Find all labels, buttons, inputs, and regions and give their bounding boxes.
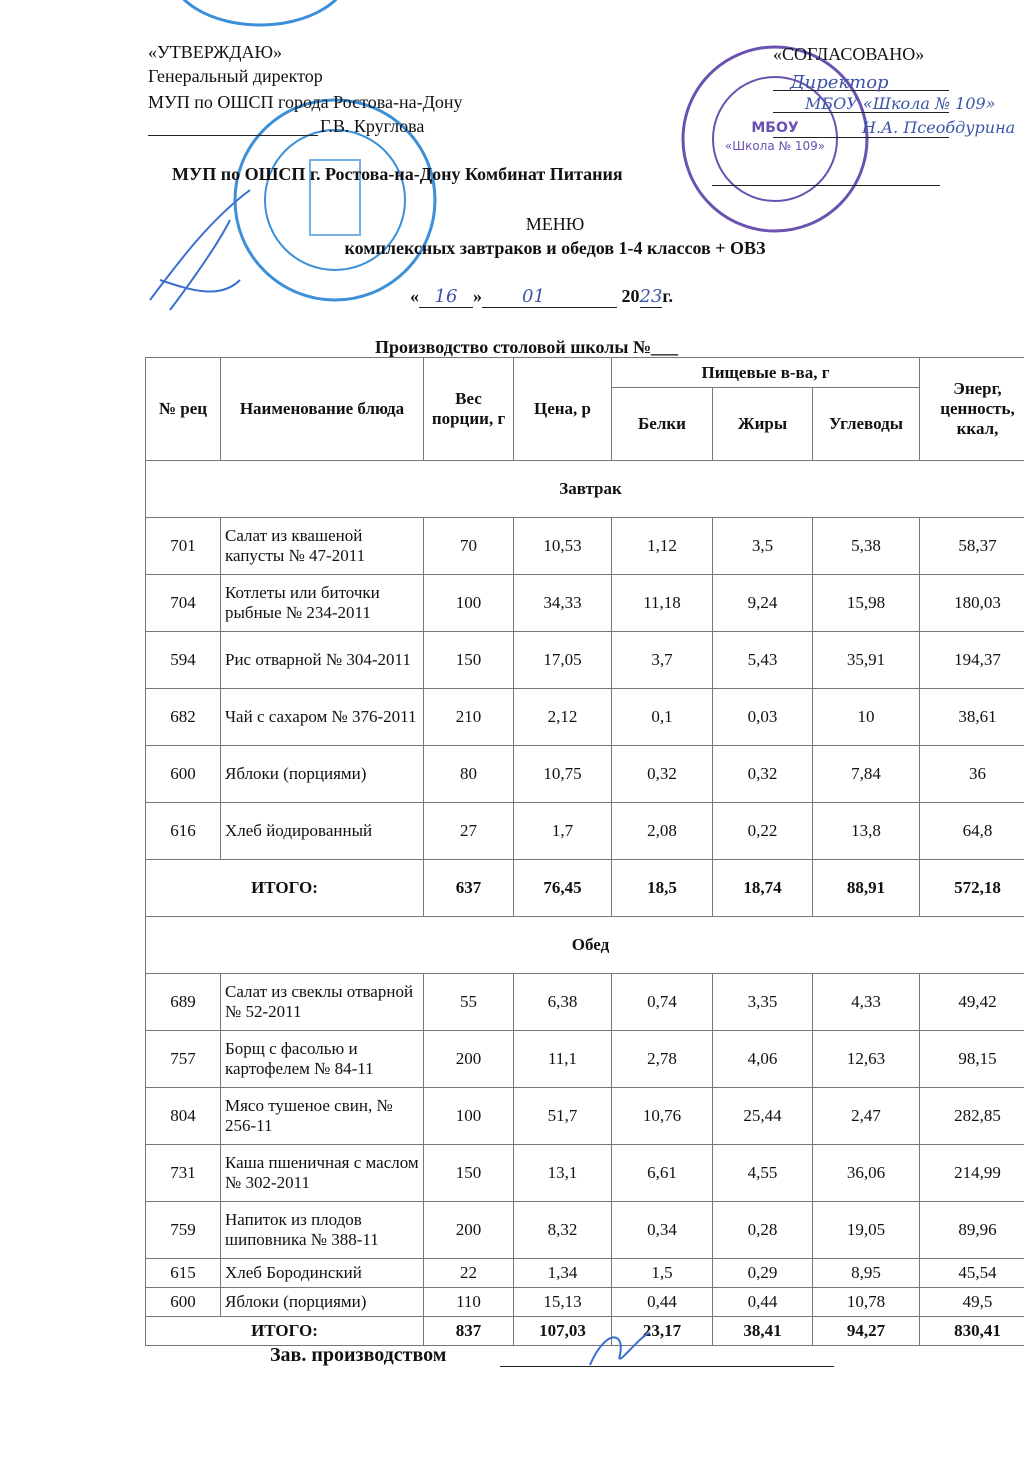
total-label: ИТОГО:: [146, 860, 424, 917]
cell-energy: 98,15: [920, 1031, 1024, 1088]
cell-weight: 22: [424, 1259, 514, 1288]
cell-fat: 25,44: [713, 1088, 813, 1145]
section-row-breakfast: [146, 461, 1024, 518]
cell-energy: 38,61: [920, 689, 1024, 746]
footer-signature: [580, 1325, 660, 1375]
header-rec: № рец: [146, 358, 221, 461]
total-weight: 637: [424, 860, 514, 917]
table-row: [146, 974, 1024, 1031]
cell-energy: 45,54: [920, 1259, 1024, 1288]
cell-carbs: 15,98: [813, 575, 920, 632]
cell-price: 10,75: [514, 746, 612, 803]
date-year: 23: [639, 286, 663, 307]
cell-weight: 55: [424, 974, 514, 1031]
cell-protein: 0,34: [612, 1202, 713, 1259]
total-protein: 23,17: [612, 1317, 713, 1346]
cell-rec: 701: [146, 518, 221, 575]
header-carbs: Углеводы: [813, 388, 920, 461]
cell-carbs: 4,33: [813, 974, 920, 1031]
cell-fat: 4,55: [713, 1145, 813, 1202]
cell-rec: 616: [146, 803, 221, 860]
cell-protein: 0,74: [612, 974, 713, 1031]
cell-name: Хлеб Бородинский: [221, 1259, 424, 1288]
cell-carbs: 35,91: [813, 632, 920, 689]
cell-energy: 49,42: [920, 974, 1024, 1031]
svg-text:«Школа № 109»: «Школа № 109»: [724, 139, 826, 153]
cell-name: Салат из свеклы отварной № 52-2011: [221, 974, 424, 1031]
header-energy: Энерг, ценность, ккал,: [920, 358, 1024, 461]
cell-energy: 49,5: [920, 1288, 1024, 1317]
signature-line-approve: [148, 135, 318, 136]
cell-price: 1,7: [514, 803, 612, 860]
cell-carbs: 5,38: [813, 518, 920, 575]
cell-rec: 600: [146, 746, 221, 803]
cell-rec: 704: [146, 575, 221, 632]
total-energy: 830,41: [920, 1317, 1024, 1346]
cell-energy: 282,85: [920, 1088, 1024, 1145]
cell-energy: 194,37: [920, 632, 1024, 689]
cell-rec: 600: [146, 1288, 221, 1317]
cell-price: 8,32: [514, 1202, 612, 1259]
cell-protein: 0,1: [612, 689, 713, 746]
cell-fat: 0,29: [713, 1259, 813, 1288]
header-nutrients: Пищевые в-ва, г: [612, 358, 920, 388]
cell-weight: 200: [424, 1202, 514, 1259]
menu-table: [145, 357, 1024, 1346]
cell-fat: 0,03: [713, 689, 813, 746]
cell-weight: 80: [424, 746, 514, 803]
cell-protein: 0,44: [612, 1288, 713, 1317]
cell-name: Яблоки (порциями): [221, 1288, 424, 1317]
header-price: Цена, р: [514, 358, 612, 461]
table-row: [146, 518, 1024, 575]
date-day: 16: [419, 286, 473, 308]
menu-subtitle: комплексных завтраков и обедов 1-4 классов + ОВЗ: [344, 238, 766, 258]
cell-name: Каша пшеничная с маслом № 302-2011: [221, 1145, 424, 1202]
cell-fat: 0,32: [713, 746, 813, 803]
cell-fat: 3,35: [713, 974, 813, 1031]
table-row: [146, 1259, 1024, 1288]
section-row-lunch: [146, 917, 1024, 974]
header-name: Наименование блюда: [221, 358, 424, 461]
total-energy: 572,18: [920, 860, 1024, 917]
header-protein: Белки: [612, 388, 713, 461]
cell-price: 51,7: [514, 1088, 612, 1145]
table-row: [146, 1145, 1024, 1202]
cell-weight: 100: [424, 575, 514, 632]
cell-carbs: 8,95: [813, 1259, 920, 1288]
cell-name: Напиток из плодов шиповника № 388-11: [221, 1202, 424, 1259]
cell-protein: 0,32: [612, 746, 713, 803]
cell-price: 11,1: [514, 1031, 612, 1088]
cell-protein: 2,78: [612, 1031, 713, 1088]
agreed-title: «СОГЛАСОВАНО»: [773, 44, 925, 64]
table-row: [146, 1202, 1024, 1259]
cell-price: 13,1: [514, 1145, 612, 1202]
cell-rec: 682: [146, 689, 221, 746]
cell-weight: 27: [424, 803, 514, 860]
total-price: 107,03: [514, 1317, 612, 1346]
date-month: 01: [482, 286, 617, 308]
cell-name: Чай с сахаром № 376-2011: [221, 689, 424, 746]
cell-energy: 180,03: [920, 575, 1024, 632]
cell-weight: 210: [424, 689, 514, 746]
agreed-handwritten-name: Н.А. Псеобдурина: [862, 118, 1016, 137]
cell-protein: 11,18: [612, 575, 713, 632]
cell-energy: 36: [920, 746, 1024, 803]
cell-price: 15,13: [514, 1288, 612, 1317]
cell-name: Мясо тушеное свин, № 256-11: [221, 1088, 424, 1145]
cell-protein: 2,08: [612, 803, 713, 860]
agreed-handwritten-org: МБОУ «Школа № 109»: [805, 94, 996, 113]
cell-rec: 689: [146, 974, 221, 1031]
cell-weight: 70: [424, 518, 514, 575]
header-fat: Жиры: [713, 388, 813, 461]
cell-price: 2,12: [514, 689, 612, 746]
organization-stamp-left-top: [160, 0, 360, 40]
agreed-handwritten-position: Директор: [790, 72, 889, 93]
cell-rec: 804: [146, 1088, 221, 1145]
cell-name: Яблоки (порциями): [221, 746, 424, 803]
cell-fat: 0,44: [713, 1288, 813, 1317]
cell-weight: 110: [424, 1288, 514, 1317]
footer-label: Зав. производством: [270, 1344, 447, 1366]
table-row: [146, 746, 1024, 803]
cell-carbs: 10,78: [813, 1288, 920, 1317]
cell-rec: 757: [146, 1031, 221, 1088]
table-row: [146, 575, 1024, 632]
table-row: [146, 803, 1024, 860]
cell-fat: 0,22: [713, 803, 813, 860]
section-title: Завтрак: [146, 461, 1024, 518]
cell-fat: 9,24: [713, 575, 813, 632]
cell-price: 10,53: [514, 518, 612, 575]
table-row: [146, 1288, 1024, 1317]
cell-rec: 615: [146, 1259, 221, 1288]
cell-weight: 200: [424, 1031, 514, 1088]
total-weight: 837: [424, 1317, 514, 1346]
approve-title: «УТВЕРЖДАЮ»: [148, 42, 283, 62]
cell-fat: 0,28: [713, 1202, 813, 1259]
cell-carbs: 12,63: [813, 1031, 920, 1088]
cell-weight: 150: [424, 632, 514, 689]
cell-name: Котлеты или биточки рыбные № 234-2011: [221, 575, 424, 632]
cell-rec: 594: [146, 632, 221, 689]
agreed-line-3: [773, 137, 949, 138]
total-protein: 18,5: [612, 860, 713, 917]
cell-energy: 58,37: [920, 518, 1024, 575]
total-carbs: 94,27: [813, 1317, 920, 1346]
cell-price: 34,33: [514, 575, 612, 632]
menu-title: МЕНЮ: [525, 214, 585, 234]
approve-position: Генеральный директор: [148, 66, 323, 86]
organization-line: МУП по ОШСП г. Ростова-на-Дону Комбинат Питания: [172, 164, 623, 184]
cell-weight: 150: [424, 1145, 514, 1202]
cell-rec: 731: [146, 1145, 221, 1202]
approve-signatory: Г.В. Круглова: [320, 116, 425, 136]
cell-protein: 10,76: [612, 1088, 713, 1145]
organization-underline: [712, 185, 940, 186]
cell-energy: 214,99: [920, 1145, 1024, 1202]
total-row: [146, 860, 1024, 917]
table-row: [146, 1031, 1024, 1088]
footer-signature-line: [500, 1366, 834, 1367]
cell-protein: 1,12: [612, 518, 713, 575]
cell-protein: 1,5: [612, 1259, 713, 1288]
section-title: Обед: [146, 917, 1024, 974]
cell-protein: 3,7: [612, 632, 713, 689]
cell-protein: 6,61: [612, 1145, 713, 1202]
total-price: 76,45: [514, 860, 612, 917]
cell-carbs: 10: [813, 689, 920, 746]
cell-name: Хлеб йодированный: [221, 803, 424, 860]
production-label: Производство столовой школы №___: [375, 337, 679, 357]
total-carbs: 88,91: [813, 860, 920, 917]
cell-fat: 5,43: [713, 632, 813, 689]
cell-carbs: 36,06: [813, 1145, 920, 1202]
cell-carbs: 7,84: [813, 746, 920, 803]
cell-name: Салат из квашеной капусты № 47-2011: [221, 518, 424, 575]
cell-energy: 64,8: [920, 803, 1024, 860]
cell-carbs: 19,05: [813, 1202, 920, 1259]
menu-date: « 16 » 01 2023г.: [410, 286, 674, 307]
cell-weight: 100: [424, 1088, 514, 1145]
total-fat: 38,41: [713, 1317, 813, 1346]
cell-carbs: 13,8: [813, 803, 920, 860]
table-row: [146, 689, 1024, 746]
cell-name: Борщ с фасолью и картофелем № 84-11: [221, 1031, 424, 1088]
cell-price: 6,38: [514, 974, 612, 1031]
table-row: [146, 1088, 1024, 1145]
cell-price: 17,05: [514, 632, 612, 689]
total-fat: 18,74: [713, 860, 813, 917]
approve-org: МУП по ОШСП города Ростова-на-Дону: [148, 92, 463, 112]
cell-name: Рис отварной № 304-2011: [221, 632, 424, 689]
cell-fat: 4,06: [713, 1031, 813, 1088]
total-label: ИТОГО:: [146, 1317, 424, 1346]
table-row: [146, 632, 1024, 689]
svg-text:МБОУ: МБОУ: [751, 120, 799, 136]
cell-carbs: 2,47: [813, 1088, 920, 1145]
header-weight: Вес порции, г: [424, 358, 514, 461]
cell-rec: 759: [146, 1202, 221, 1259]
cell-price: 1,34: [514, 1259, 612, 1288]
cell-energy: 89,96: [920, 1202, 1024, 1259]
cell-fat: 3,5: [713, 518, 813, 575]
